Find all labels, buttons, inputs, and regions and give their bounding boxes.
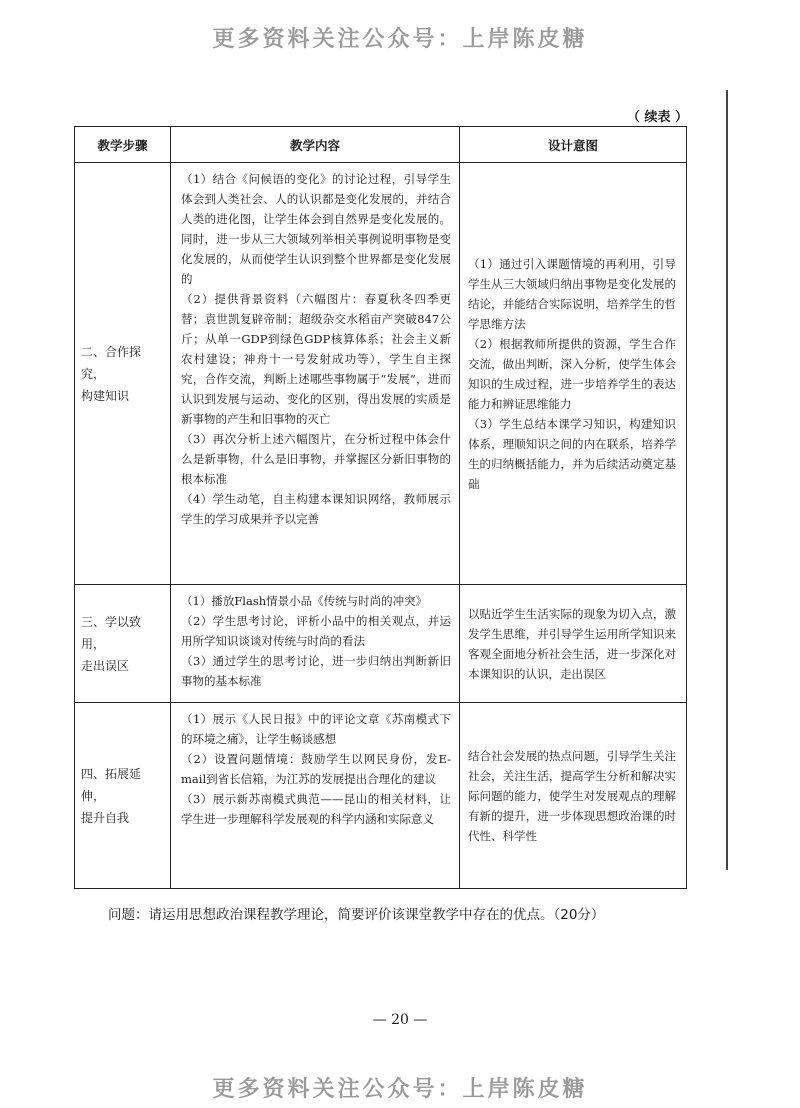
question-text: 问题：请运用思想政治课程教学理论，简要评价该课堂教学中存在的优点。（20分）	[108, 907, 605, 923]
intent-item: （3）学生总结本课学习知识，构建知识体系，理顺知识之间的内在联系，培养学生的归纳概括能力，并为后续活动奠定基础	[468, 416, 676, 491]
content-item: （3）通过学生的思考讨论，进一步归纳出判断新旧事物的基本标准	[181, 654, 451, 688]
intent-item: （2）根据教师所提供的资源，学生合作交流，做出判断，深入分析，使学生体会知识的生成过程，进一步培养学生的表达能力和辨证思维能力	[468, 336, 676, 411]
intent-cell	[460, 163, 687, 585]
step-line: 提升自我	[81, 810, 130, 825]
intent-item: 以贴近学生生活实际的现象为切入点，激发学生思维，并引导学生运用所学知识来客观全面地分析社会生活，进一步深化对本课知识的认识，走出误区	[468, 606, 676, 681]
margin-line	[726, 90, 728, 870]
table-row	[75, 585, 687, 703]
content-item: （3）展示新苏南模式典范——昆山的相关材料，让学生进一步理解科学发展观的科学内涵和实际意义	[181, 792, 451, 826]
header-content: 教学内容	[171, 127, 460, 163]
content-item: （2）设置问题情境：鼓励学生以网民身份，发E-mail到省长信箱，为江苏的发展提出合理化的建议	[181, 752, 451, 786]
content-cell	[171, 163, 460, 585]
content-item: （2）学生思考讨论，评析小品中的相关观点，并运用所学知识谈谈对传统与时尚的看法	[181, 614, 451, 648]
step-cell	[75, 163, 171, 585]
step-line: 四、拓展延伸，	[81, 766, 142, 803]
step-cell	[75, 585, 171, 703]
content-cell	[171, 703, 460, 889]
content-cell	[171, 585, 460, 703]
table-header-row	[75, 127, 687, 163]
continued-label: （ 续表 ）	[626, 110, 688, 125]
intent-item: （1）通过引入课题情境的再利用，引导学生从三大领域归纳出事物是变化发展的结论，并能结合实际说明，培养学生的哲学思维方法	[468, 256, 676, 331]
content-item: （1）播放Flash情景小品《传统与时尚的冲突》	[181, 594, 428, 608]
content-item: （4）学生动笔，自主构建本课知识网络，教师展示学生的学习成果并予以完善	[181, 492, 451, 526]
content-item: （1）结合《问候语的变化》的讨论过程，引导学生体会到人类社会、人的认识都是变化发展的，并结合人类的进化图，让学生体会到自然界是变化发展的。同时，进一步从三大领域列举相关事例说明事物是变化发展的，从而使学生认识到整个世界都是变化发展的	[181, 172, 451, 286]
table-row	[75, 703, 687, 889]
step-line: 走出误区	[81, 658, 130, 673]
content-item: （1）展示《人民日报》中的评论文章《苏南模式下的环境之痛》，让学生畅谈感想	[181, 712, 451, 746]
header-intent: 设计意图	[460, 127, 687, 163]
header-step: 教学步骤	[75, 127, 171, 163]
intent-item: 结合社会发展的热点问题，引导学生关注社会，关注生活，提高学生分析和解决实际问题的能力，使学生对发展观点的理解有新的提升，进一步体现思想政治课的时代性、科学性	[468, 748, 676, 843]
page-number: — 20 —	[372, 1012, 428, 1028]
step-line: 二、合作探究，	[81, 344, 142, 381]
step-cell	[75, 703, 171, 889]
step-line: 构建知识	[81, 388, 130, 403]
lesson-plan-table	[74, 126, 687, 889]
watermark-bottom: 更多资料关注公众号：上岸陈皮糖	[212, 1077, 588, 1102]
intent-cell	[460, 703, 687, 889]
content-item: （3）再次分析上述六幅图片，在分析过程中体会什么是新事物，什么是旧事物，并掌握区分新旧事物的根本标准	[181, 432, 451, 486]
watermark-top: 更多资料关注公众号：上岸陈皮糖	[212, 27, 588, 52]
content-item: （2）提供背景资料（六幅图片：春夏秋冬四季更替；袁世凯复辟帝制；超级杂交水稻亩产突破847公斤；从单一GDP到绿色GDP核算体系；社会主义新农村建设；神舟十一号发射成功等），学生自主探究，合作交流，判断上述哪些事物属于“发展”，进而认识到发展与运动、变化的区别，得出发展的实质是新事物的产生和旧事物的灭亡	[181, 292, 451, 426]
table-row	[75, 163, 687, 585]
intent-cell	[460, 585, 687, 703]
step-line: 三、学以致用，	[81, 614, 142, 651]
